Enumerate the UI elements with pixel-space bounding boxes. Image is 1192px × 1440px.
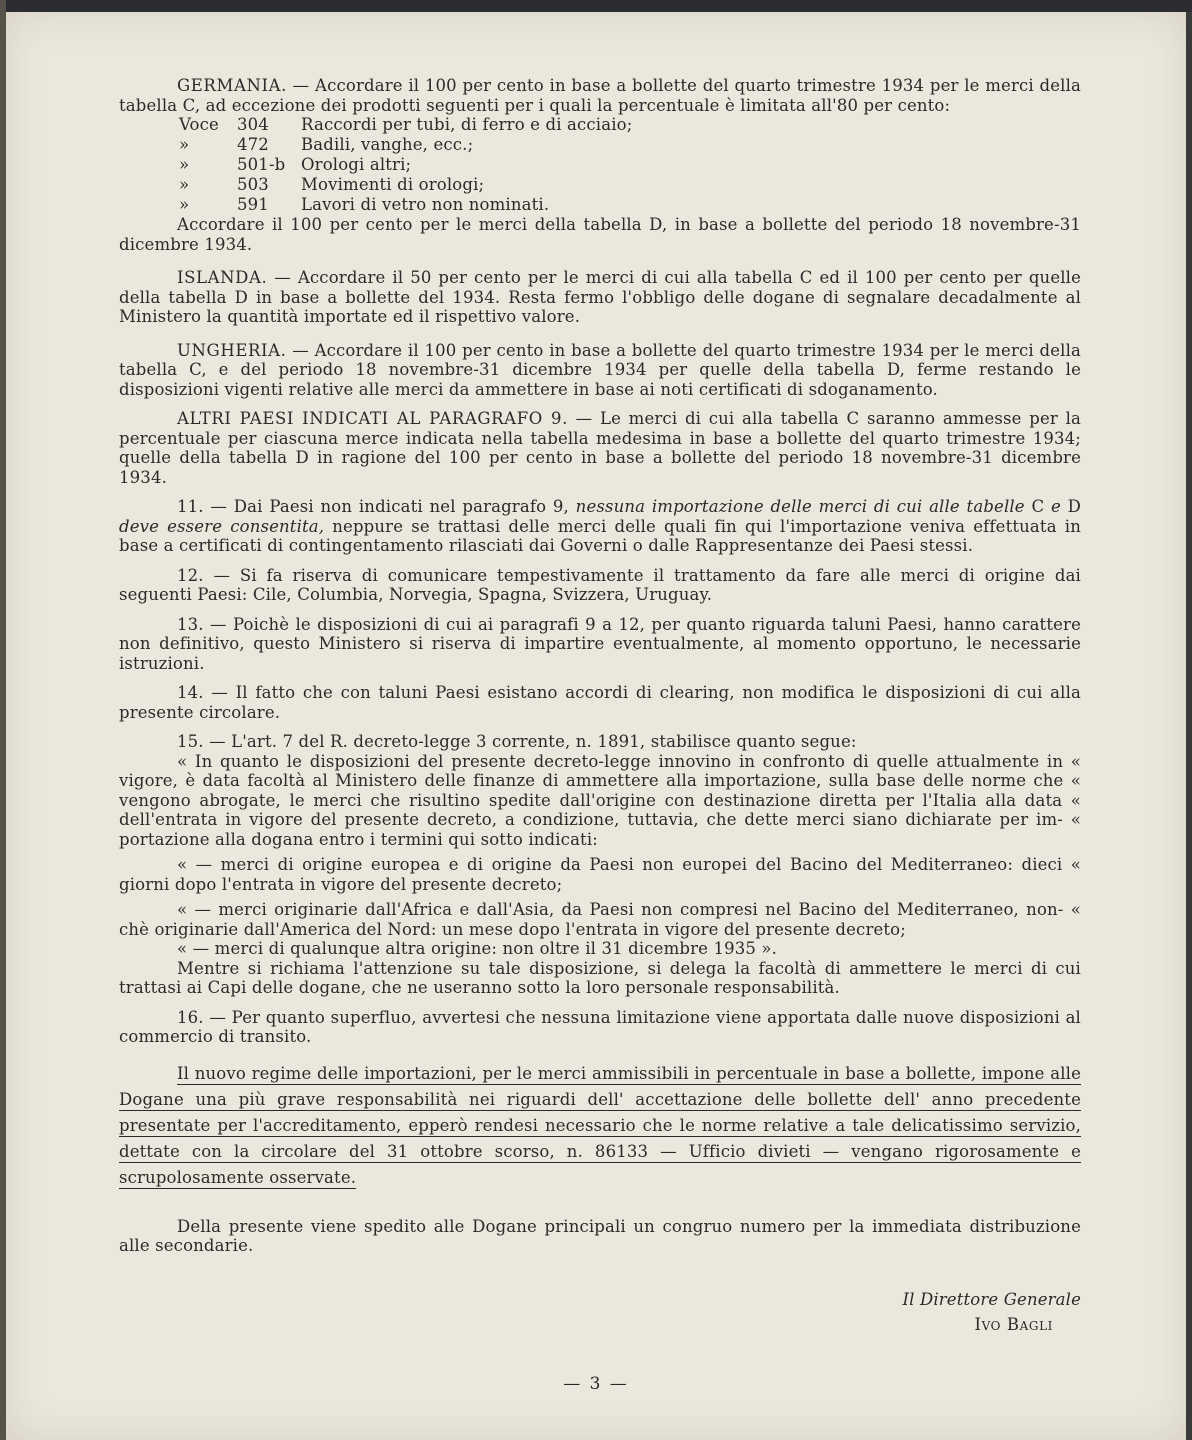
voce-description: Badili, vanghe, ecc.; xyxy=(301,135,474,154)
voce-prefix: » xyxy=(179,195,190,214)
p11-emphasis: nessuna importazione delle merci di cui alle tabelle xyxy=(575,497,1025,516)
voce-prefix: » xyxy=(179,175,190,194)
paragraph-12: 12. — Si fa riserva di comunicare tempestivamente il trattamento da fare alle merci di origine dai seguenti Paesi: Cile, Columbia, Norvegia, Spagna, Svizzera, Uruguay. xyxy=(119,565,1081,604)
voce-row xyxy=(179,135,632,155)
voce-number: 304 xyxy=(237,115,269,134)
voce-row xyxy=(179,155,632,175)
p11-lead: 11. — Dai Paesi non indicati nel paragrafo 9, xyxy=(177,497,576,516)
paragraph-germania-tabella-d: Accordare il 100 per cento per le merci della tabella D, in base a bollette del periodo 18 novembre-31 dicembre 1934. xyxy=(119,215,1081,254)
germania-text: — Accordare il 100 per cento in base a bollette del quarto trimestre 1934 per le merci della tabella C, ad eccezione dei prodotti seguenti per i quali la percentuale è limitata all'80 per cento: xyxy=(119,76,1081,115)
voce-description: Lavori di vetro non nominati. xyxy=(301,195,550,214)
p11-rest: neppure se trattasi delle merci delle quali fin qui l'importazione veniva effettuata in base a certificati di contingentamento rilasciati dai Governi o dalle Rappresentanze dei Paesi stessi. xyxy=(119,516,1081,555)
quotation-4: « — merci di qualunque altra origine: non oltre il 31 dicembre 1935 ». xyxy=(177,939,778,958)
voce-description: Orologi altri; xyxy=(301,155,412,174)
voce-description: Movimenti di orologi; xyxy=(301,175,485,194)
paragraph-islanda xyxy=(119,268,1081,327)
p11-emphasis-2: deve essere consentita, xyxy=(119,516,325,536)
paragraph-14: 14. — Il fatto che con taluni Paesi esistano accordi di clearing, non modifica le disposizioni di cui alla presente circolare. xyxy=(119,683,1081,722)
paragraph-16: 16. — Per quanto superfluo, avvertesi che nessuna limitazione viene apportata dalle nuove disposizioni al commercio di transito. xyxy=(119,1007,1081,1046)
p11-conj: e xyxy=(1050,497,1061,516)
paragraph-mentre: Mentre si richiama l'attenzione su tale disposizione, si delega la facoltà di ammettere le merci di cui trattasi ai Capi delle dogane, che ne useranno sotto la loro personale responsabilità. xyxy=(119,958,1081,997)
voce-number: 503 xyxy=(237,175,269,194)
ungheria-text: — Accordare il 100 per cento in base a bollette del quarto trimestre 1934 per le merci della tabella C, e del periodo 18 novembre-31 dicembre 1934 per quelle della tabella D, ferme restando le disposizioni vigenti relative alle merci da ammettere in base ai noti certificati di sdoganamento. xyxy=(119,340,1081,399)
signature-name: Ivo Bagli xyxy=(974,1315,1053,1334)
document-body xyxy=(119,76,1081,1360)
voce-prefix: » xyxy=(179,135,190,154)
islanda-text: — Accordare il 50 per cento per le merci di cui alla tabella C ed il 100 per cento per quelle della tabella D in base a bollette del 1934. Resta fermo l'obbligo delle dogane di segnalare decadalmente al Ministero la quantità importate ed il rispettivo valore. xyxy=(119,268,1081,326)
voce-number: 591 xyxy=(237,195,269,214)
country-heading-islanda: ISLANDA. xyxy=(177,268,268,287)
voce-row xyxy=(179,175,632,195)
voce-row xyxy=(179,195,632,215)
p11-tabella-d: D xyxy=(1060,497,1081,516)
signature-title: Il Direttore Generale xyxy=(902,1289,1081,1309)
p11-tabella-c: C xyxy=(1024,497,1051,516)
voce-description: Raccordi per tubi, di ferro e di acciaio; xyxy=(301,115,633,134)
voce-prefix: » xyxy=(179,155,190,174)
quotation-3: « — merci originarie dall'Africa e dall'Asia, da Paesi non compresi nel Bacino del Mediterraneo, non- « chè originarie dall'America del Nord: un mese dopo l'entrata in vigore del presente decreto; xyxy=(119,900,1081,939)
paragraph-germania xyxy=(119,76,1081,115)
paragraph-altri-paesi xyxy=(119,409,1081,487)
scan-top-edge xyxy=(0,0,1192,12)
underlined-notice: Il nuovo regime delle importazioni, per le merci ammissibili in percentuale in base a bollette, impone alle Dogane una più grave responsabilità nei riguardi dell' accettazione delle bollette dell' anno precedente presentate per l'accreditamento, epperò rendesi necessario che le norme relative a tale delicatissimo servizio, dettate con la circolare del 31 ottobre scorso, n. 86133 — Ufficio divieti — vengano rigorosamente e scrupolosamente osservate. xyxy=(119,1063,1081,1187)
paragraph-15: 15. — L'art. 7 del R. decreto-legge 3 corrente, n. 1891, stabilisce quanto segue: xyxy=(177,732,857,751)
voce-row xyxy=(179,115,632,135)
signature xyxy=(902,1290,1081,1335)
country-heading-ungheria: UNGHERIA. xyxy=(177,340,287,360)
quotation-2: « — merci di origine europea e di origine da Paesi non europei del Bacino del Mediterraneo: dieci « giorni dopo l'entrata in vigore del presente decreto; xyxy=(119,855,1081,894)
quotation-1: « In quanto le disposizioni del presente decreto-legge innovino in confronto di quelle attualmente in « vigore, è data facoltà al Ministero delle finanze di ammettere alla importazione, sulla base delle norme che « vengono abrogate, le merci che risultino spedite dall'origine con destinazione diretta per l'Italia alla data « dell'entrata in vigore del presente decreto, a condizione, tuttavia, che dette merci siano dichiarate per im- « portazione alla dogana entro i termini qui sotto indicati: xyxy=(119,751,1081,849)
heading-altri-paesi: ALTRI PAESI INDICATI AL PARAGRAFO 9. xyxy=(177,409,568,428)
voce-number: 501-b xyxy=(237,155,286,174)
voci-list xyxy=(179,115,632,215)
voce-number: 472 xyxy=(237,135,269,154)
page-number: — 3 — xyxy=(563,1374,629,1394)
paragraph-11 xyxy=(119,497,1081,556)
country-heading-germania: GERMANIA. xyxy=(177,76,287,95)
voce-prefix: Voce xyxy=(179,115,219,134)
paragraph-ungheria xyxy=(119,341,1081,400)
paragraph-13: 13. — Poichè le disposizioni di cui ai paragrafi 9 a 12, per quanto riguarda taluni Paesi, hanno carattere non definitivo, questo Ministero si riserva di impartire eventualmente, al momento opportuno, le necessarie istruzioni. xyxy=(119,614,1081,673)
altri-paesi-text: — Le merci di cui alla tabella C saranno ammesse per la percentuale per ciascuna merce indicata nella tabella medesima in base a bollette del quarto trimestre 1934; quelle della tabella D in ragione del 100 per cento in base a bollette del periodo 18 novembre-31 dicembre 1934. xyxy=(119,409,1081,487)
paragraph-distribuzione: Della presente viene spedito alle Dogane principali un congruo numero per la immediata distribuzione alle secondarie. xyxy=(119,1216,1081,1255)
signature-block xyxy=(119,1290,1081,1360)
document-page xyxy=(6,12,1186,1440)
